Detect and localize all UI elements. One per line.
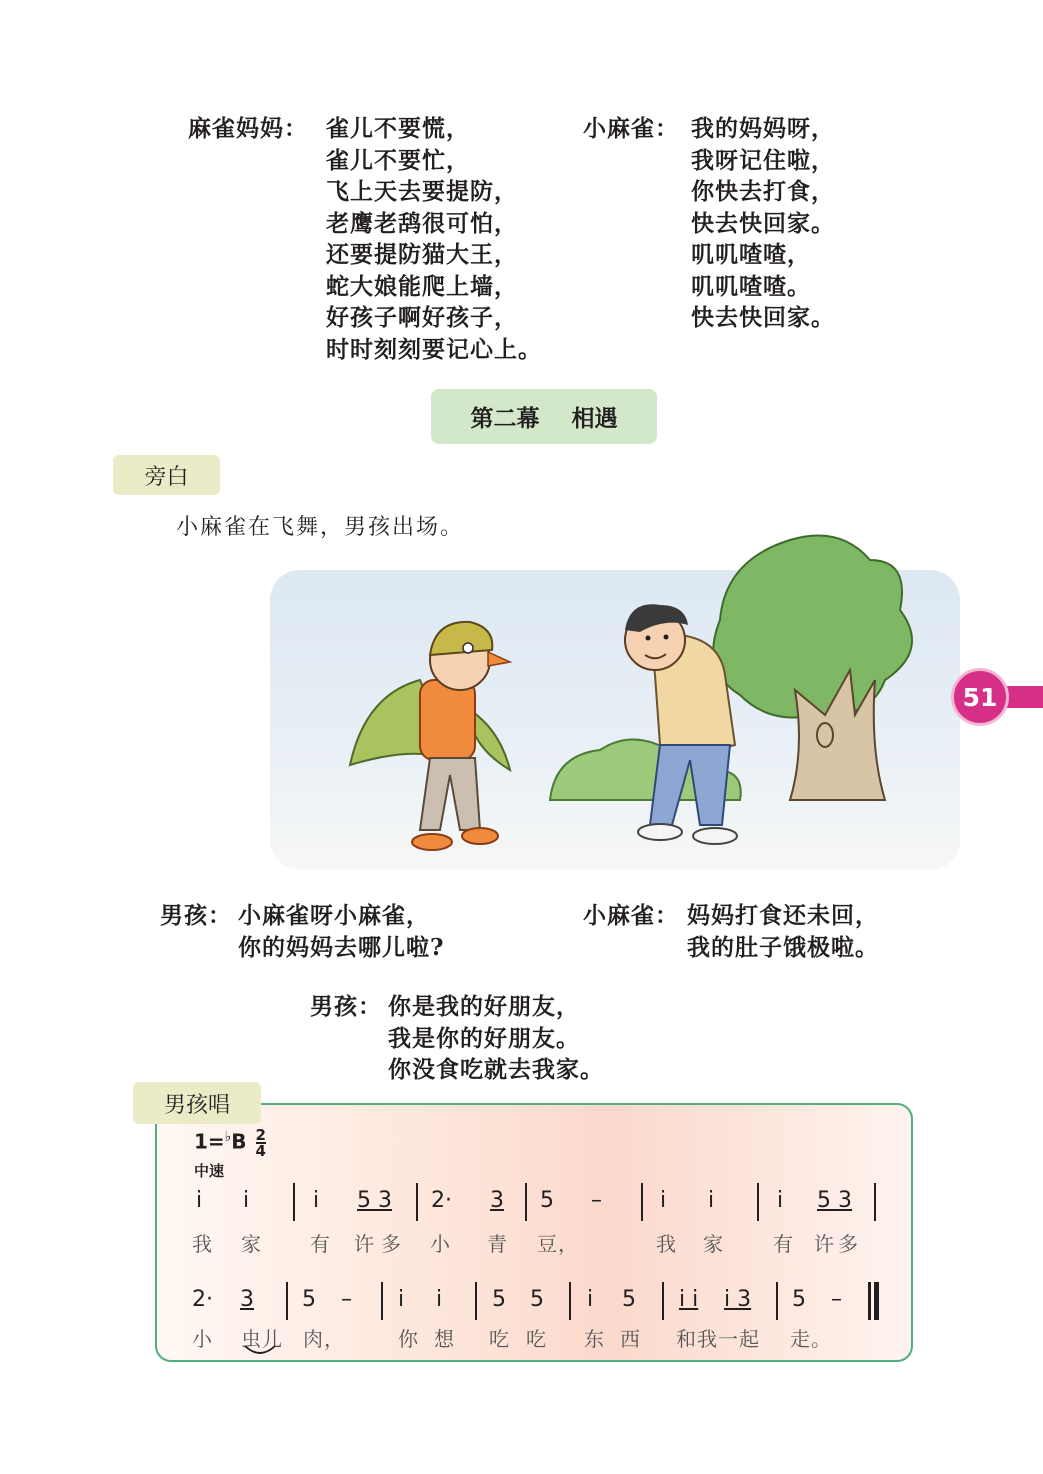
note: 3 [490,1188,504,1213]
note: – [591,1188,602,1213]
mother-line: 飞上天去要提防， [326,178,518,205]
note: 3 [240,1287,254,1312]
lyric: 家 [241,1232,262,1256]
bar-line [641,1183,643,1221]
note: i [398,1287,405,1312]
note: 5 3 [357,1188,392,1213]
page-number: 51 [951,668,1009,726]
boy-line: 小麻雀呀小麻雀， [238,902,430,929]
scene-title: 第二幕 [470,406,540,432]
lyric: 有 [773,1232,794,1256]
sparrow-line: 你快去打食， [691,178,835,205]
bar-line [416,1183,418,1221]
sparrow-line: 叽叽喳喳， [691,241,811,268]
bar-line [381,1282,383,1320]
lyric: 家 [703,1232,724,1256]
note: 5 [492,1287,506,1312]
time-top: 2 [255,1126,266,1144]
sparrow-line: 我呀记住啦， [691,146,835,174]
note: – [831,1287,842,1312]
bar-line [525,1183,527,1221]
sparrow-speaker: 小麻雀： [583,115,679,142]
lyric: 肉， [303,1327,345,1351]
sparrow-line: 叽叽喳喳。 [691,272,811,300]
lyric: 多 [838,1232,859,1256]
key-signature [194,1128,266,1158]
lyric: 东 [584,1327,605,1351]
note: 5 3 [817,1188,852,1213]
bar-line [475,1282,477,1320]
note: i [243,1188,250,1213]
mother-line: 老鹰老鸹很可怕， [326,209,518,237]
lyric: 我 [192,1232,213,1256]
mother-line: 还要提防猫大王， [326,241,518,268]
lyric: 有 [310,1232,331,1256]
lyric: 虫儿 [241,1327,283,1351]
note: 5 [622,1287,636,1312]
song-tag: 男孩唱 [133,1082,261,1124]
note: 5 [792,1287,806,1312]
boy-line: 你没食吃就去我家。 [388,1056,604,1083]
boy-line: 你是我的好朋友， [388,993,580,1020]
note: – [341,1287,352,1312]
bar-line [757,1183,759,1221]
sparrow-speaker: 小麻雀： [583,902,679,929]
lyric: 你 [398,1327,419,1351]
mother-line: 好孩子啊好孩子， [326,304,518,331]
final-bar-line [874,1282,879,1320]
flat-symbol: ♭ [224,1128,232,1145]
lyric: 我 [656,1232,677,1256]
note: i [196,1188,203,1213]
note: i i [679,1287,699,1312]
boy-line: 我是你的好朋友。 [388,1024,580,1052]
lyric: 豆， [537,1232,579,1256]
note: i [436,1287,443,1312]
tempo-mark: 中速 [194,1162,225,1180]
lyric: 吃 [526,1327,547,1351]
mother-line: 时时刻刻要记心上。 [326,335,542,363]
lyric: 小 [192,1327,213,1351]
mother-line: 雀儿不要忙， [326,146,470,174]
key-note: B [231,1129,247,1154]
bar-line [662,1282,664,1320]
final-bar-line [868,1282,871,1320]
slur-mark [243,1344,277,1358]
note: i [708,1188,715,1213]
sparrow-line: 妈妈打食还未回， [687,902,879,929]
narration-tag: 旁白 [113,455,220,495]
lyric: 许 [354,1232,375,1256]
lyric: 多 [381,1232,402,1256]
lyric: 走。 [790,1327,832,1351]
boy-speaker: 男孩： [160,902,232,929]
scene-subtitle: 相遇 [571,406,618,432]
note: i [777,1188,784,1213]
note: i [660,1188,667,1213]
sparrow-line: 我的肚子饿极啦。 [687,933,879,961]
lyric: 和我一起 [676,1327,760,1351]
lyric: 青 [487,1232,508,1256]
note: 2· [431,1188,452,1213]
bar-line [286,1282,288,1320]
note: 5 [302,1287,316,1312]
sparrow-line: 我的妈妈呀， [691,115,835,142]
time-signature [256,1128,266,1158]
note: 2· [192,1287,213,1312]
bar-line [776,1282,778,1320]
boy-speaker: 男孩： [310,993,382,1020]
bar-line [569,1282,571,1320]
key-label: 1= [194,1129,225,1154]
lyric: 小 [430,1232,451,1256]
lyric: 许 [814,1232,835,1256]
boy-line: 你的妈妈去哪儿啦? [238,933,445,961]
lyric: 吃 [489,1327,510,1351]
narration-text: 小麻雀在飞舞，男孩出场。 [176,515,465,540]
note: 5 [540,1188,554,1213]
scene-header [431,389,657,444]
bar-line [293,1183,295,1221]
note: i [313,1188,320,1213]
note: 5 [530,1287,544,1312]
mother-line: 雀儿不要慌， [326,115,470,142]
time-bottom: 4 [255,1142,266,1160]
lyric: 想 [434,1327,455,1351]
illustration [270,500,960,885]
note: i [587,1287,594,1312]
lyric: 西 [620,1327,641,1351]
mother-speaker: 麻雀妈妈： [188,115,308,142]
page-number-tab [1003,686,1043,708]
mother-line: 蛇大娘能爬上墙， [326,272,518,300]
sparrow-line: 快去快回家。 [691,304,835,331]
sparrow-line: 快去快回家。 [691,209,835,237]
note: i 3 [724,1287,752,1312]
bar-line [874,1183,876,1221]
